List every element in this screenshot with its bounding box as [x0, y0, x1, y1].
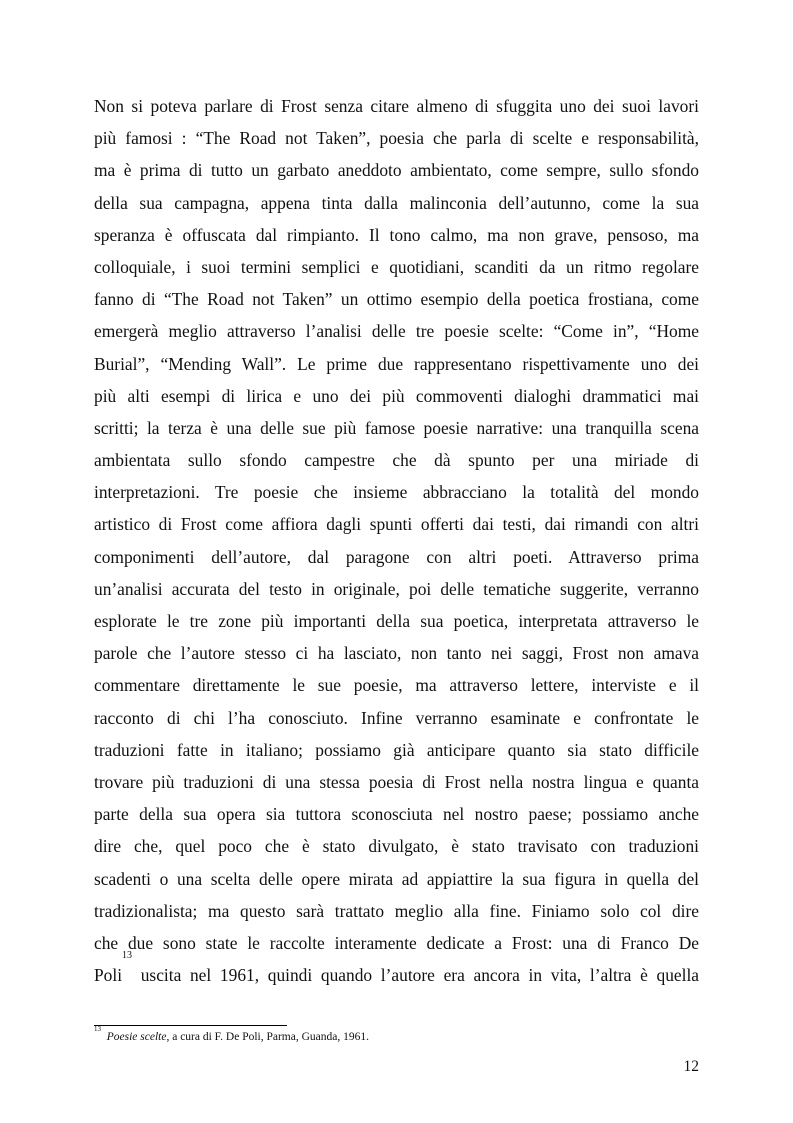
page-number: 12 [683, 1058, 699, 1075]
last-line-start: Poli [94, 965, 123, 986]
text-line: più famosi : “The Road not Taken”, poesia che parla di scelte e responsabilità, [94, 128, 699, 149]
text-line: emergerà meglio attraverso l’analisi delle tre poesie scelte: “Come in”, “Home [94, 321, 699, 342]
text-line: racconto di chi l’ha conosciuto. Infine verranno esaminate e confrontate le [94, 707, 699, 728]
text-line: un’analisi accurata del testo in originale, poi delle tematiche suggerite, verranno [94, 578, 699, 599]
text-line: parte della sua opera sia tuttora sconosciuta nel nostro paese; possiamo anche [94, 804, 699, 825]
text-line: speranza è offuscata dal rimpianto. Il tono calmo, ma non grave, pensoso, ma [94, 224, 699, 245]
text-line: parole che l’autore stesso ci ha lasciato, non tanto nei saggi, Frost non amava [94, 643, 699, 664]
text-line: più alti esempi di lirica e uno dei più commoventi dialoghi drammatici mai [94, 385, 699, 406]
text-line: componimenti dell’autore, dal paragone con altri poeti. Attraverso prima [94, 546, 699, 567]
text-line: scritti; la terza è una delle sue più famose poesie narrative: una tranquilla scena [94, 417, 699, 438]
footnote-mark: 13 [94, 1025, 101, 1033]
text-line: tradizionalista; ma questo sarà trattato meglio alla fine. Finiamo solo col dire [94, 900, 699, 921]
body-paragraph [94, 90, 699, 991]
text-line: commentare direttamente le sue poesie, ma attraverso lettere, interviste e il [94, 675, 699, 696]
text-line: ambientata sullo sfondo campestre che dà spunto per una miriade di [94, 450, 699, 471]
last-line-end: uscita nel 1961, quindi quando l’autore era ancora in vita, l’altra è quella [132, 965, 699, 986]
footnote-text: , a cura di F. De Poli, Parma, Guanda, 1961. [166, 1031, 369, 1043]
text-line: che due sono state le raccolte interamente dedicate a Frost: una di Franco De [94, 932, 699, 953]
text-line: fanno di “The Road not Taken” un ottimo esempio della poetica frostiana, come [94, 289, 699, 310]
text-line: della sua campagna, appena tinta dalla malinconia dell’autunno, come la sua [94, 192, 699, 213]
text-line: colloquiale, i suoi termini semplici e quotidiani, scanditi da un ritmo regolare [94, 256, 699, 277]
text-line: ma è prima di tutto un garbato aneddoto ambientato, come sempre, sullo sfondo [94, 160, 699, 181]
footnote-separator [94, 1025, 287, 1026]
text-line: scadenti o una scelta delle opere mirata ad appiattire la sua figura in quella del [94, 868, 699, 889]
text-line: dire che, quel poco che è stato divulgato, è stato travisato con traduzioni [94, 836, 699, 857]
footnote [94, 1025, 699, 1043]
text-line-last [94, 950, 699, 991]
text-line: traduzioni fatte in italiano; possiamo già anticipare quanto sia stato difficile [94, 739, 699, 760]
text-line: trovare più traduzioni di una stessa poesia di Frost nella nostra lingua e quanta [94, 771, 699, 792]
footnote-reference[interactable]: 13 [122, 950, 133, 962]
text-line: Non si poteva parlare di Frost senza citare almeno di sfuggita uno dei suoi lavori [94, 96, 699, 116]
text-line: artistico di Frost come affiora dagli spunti offerti dai testi, dai rimandi con altri [94, 514, 699, 535]
text-line: esplorate le tre zone più importanti della sua poetica, interpretata attraverso le [94, 611, 699, 631]
footnote-title: Poesie scelte [106, 1031, 167, 1043]
text-line: Burial”, “Mending Wall”. Le prime due rappresentano rispettivamente uno dei [94, 353, 699, 374]
text-line: interpretazioni. Tre poesie che insieme abbracciano la totalità del mondo [94, 482, 699, 503]
